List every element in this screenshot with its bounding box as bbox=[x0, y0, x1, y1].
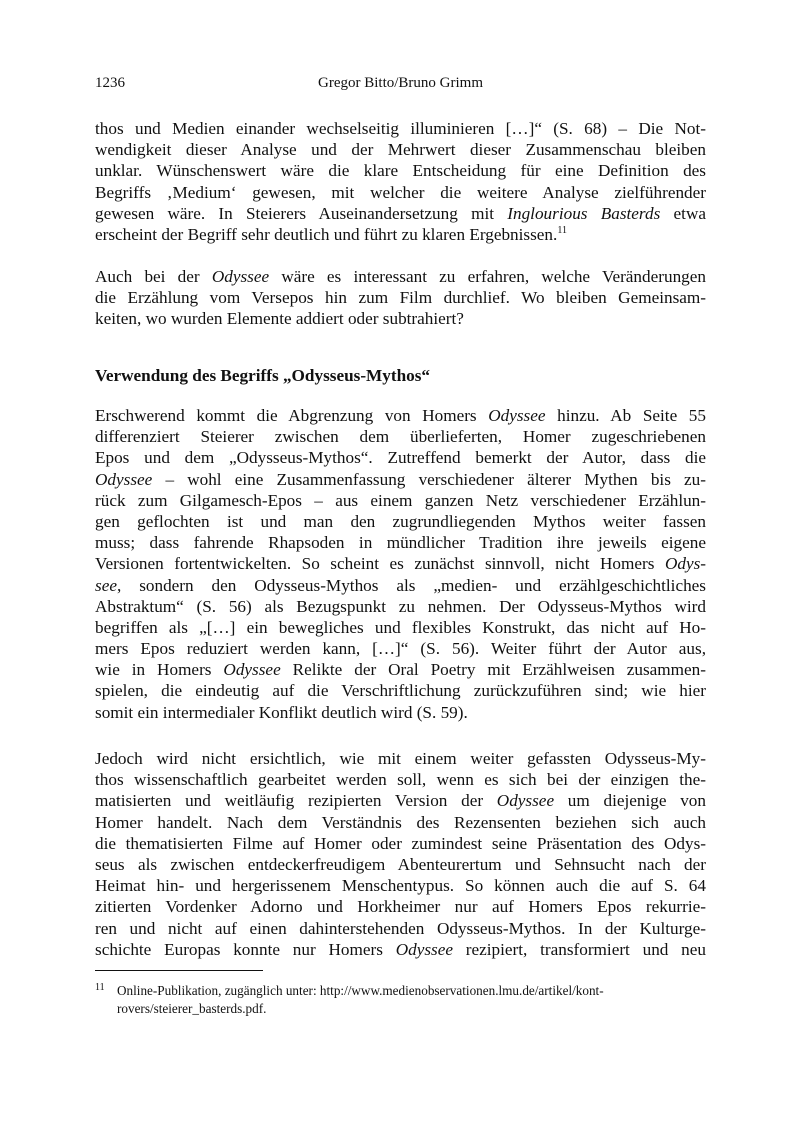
text-line: thos wissenschaftlich gearbeitet werden soll, wenn es sich bei der einzigen the- bbox=[95, 770, 706, 790]
text-line: differenziert Steierer zwischen dem überlieferten, Homer zugeschriebenen bbox=[95, 427, 706, 447]
text-line: gewesen wäre. In Steierers Auseinandersetzung mit Inglourious Basterds etwa bbox=[95, 203, 706, 223]
footnote-reference[interactable]: 11 bbox=[557, 224, 567, 236]
text-line: Homer handelt. Nach dem Verständnis des Rezensenten beziehen sich auch bbox=[95, 812, 706, 832]
text-line: see, sondern den Odysseus-Mythos als „medien- und erzählgeschichtliches bbox=[95, 575, 706, 595]
footnote-text bbox=[117, 982, 706, 1018]
text-line: zitierten Vordenker Adorno und Horkheimer nur auf Homers Epos rekurrie- bbox=[95, 897, 706, 917]
text-line: Odyssee – wohl eine Zusammenfassung verschiedener älterer Mythen bis zu- bbox=[95, 469, 706, 489]
text-line: Auch bei der Odyssee wäre es interessant zu erfahren, welche Veränderungen bbox=[95, 267, 706, 286]
footnote-divider bbox=[95, 970, 263, 971]
paragraph bbox=[95, 748, 706, 960]
text-line: gen geflochten ist und man den zugrundliegenden Mythos weiter fassen bbox=[95, 511, 706, 531]
text-line: matisierten und weitläufig rezipierten Version der Odyssee um diejenige von bbox=[95, 791, 706, 811]
text-line: die thematisierten Filme auf Homer oder zumindest seine Präsentation des Odys- bbox=[95, 833, 706, 853]
text-line: Jedoch wird nicht ersichtlich, wie mit einem weiter gefassten Odysseus-My- bbox=[95, 749, 706, 768]
text-line: erscheint der Begriff sehr deutlich und führt zu klaren Ergebnissen.$^{11}$ bbox=[95, 224, 567, 244]
footnote-number: 11 bbox=[95, 982, 105, 993]
text-line: muss; dass fahrende Rhapsoden in mündlicher Tradition ihre jeweils eigene bbox=[95, 533, 706, 553]
running-header-authors: Gregor Bitto/Bruno Grimm bbox=[318, 75, 483, 91]
text-line: begriffen als „[…] ein bewegliches und flexibles Konstrukt, das nicht auf Ho- bbox=[95, 617, 706, 637]
text-line: die Erzählung vom Versepos hin zum Film durchlief. Wo bleiben Gemeinsam- bbox=[95, 288, 706, 308]
text-line: Versionen fortentwickelten. So scheint es zunächst sinnvoll, nicht Homers Odys- bbox=[95, 554, 706, 574]
text-line: rück zum Gilgamesch-Epos – aus einem ganzen Netz verschiedener Erzählun- bbox=[95, 490, 706, 510]
text-line: Erschwerend kommt die Abgrenzung von Homers Odyssee hinzu. Ab Seite 55 bbox=[95, 406, 706, 425]
text-line: seus als zwischen entdeckerfreudigem Abenteurertum und Sehnsucht nach der bbox=[95, 854, 706, 874]
text-line: Abstraktum“ (S. 56) als Bezugspunkt zu nehmen. Der Odysseus-Mythos wird bbox=[95, 596, 706, 616]
paragraph bbox=[95, 266, 706, 330]
text-line: mers Epos reduziert werden kann, […]“ (S. 56). Weiter führt der Autor aus, bbox=[95, 639, 706, 659]
film-title: Inglourious Basterds bbox=[507, 203, 661, 223]
text-line: ren und nicht auf einen dahinterstehenden Odysseus-Mythos. In der Kulturge- bbox=[95, 918, 706, 938]
text-line: schichte Europas konnte nur Homers Odyssee rezipiert, transformiert und neu bbox=[95, 939, 706, 959]
text-line: Begriffs ‚Medium‘ gewesen, mit welcher die weitere Analyse zielführender bbox=[95, 182, 706, 202]
footnote-line[interactable]: Online-Publikation, zugänglich unter: http://www.medienobservationen.lmu.de/artikel/kont- bbox=[117, 983, 604, 998]
text-line: Epos und dem „Odysseus-Mythos“. Zutreffend bemerkt der Autor, dass die bbox=[95, 448, 706, 468]
paragraph bbox=[95, 405, 706, 723]
text-line: somit ein intermedialer Konflikt deutlich wird (S. 59). bbox=[95, 702, 468, 722]
text-line: wendigkeit dieser Analyse und der Mehrwert dieser Zusammenschau bleiben bbox=[95, 140, 706, 160]
section-heading: Verwendung des Begriffs „Odysseus-Mythos“ bbox=[95, 366, 431, 385]
text-line: keiten, wo wurden Elemente addiert oder subtrahiert? bbox=[95, 309, 464, 329]
page-number: 1236 bbox=[95, 75, 125, 91]
text-line: wie in Homers Odyssee Relikte der Oral Poetry mit Erzählweisen zusammen- bbox=[95, 660, 706, 680]
text-line: spielen, die eindeutig auf die Verschriftlichung zurückzuführen sind; wie hier bbox=[95, 681, 706, 701]
text-line: unklar. Wünschenswert wäre die klare Entscheidung für eine Definition des bbox=[95, 161, 706, 181]
footnote-line[interactable]: rovers/steierer_basterds.pdf. bbox=[117, 1001, 267, 1016]
text-line: thos und Medien einander wechselseitig illuminieren […]“ (S. 68) – Die Not- bbox=[95, 119, 706, 138]
text-line: Heimat hin- und hergerissenem Menschentypus. So können auch die auf S. 64 bbox=[95, 876, 706, 896]
paragraph bbox=[95, 118, 706, 245]
